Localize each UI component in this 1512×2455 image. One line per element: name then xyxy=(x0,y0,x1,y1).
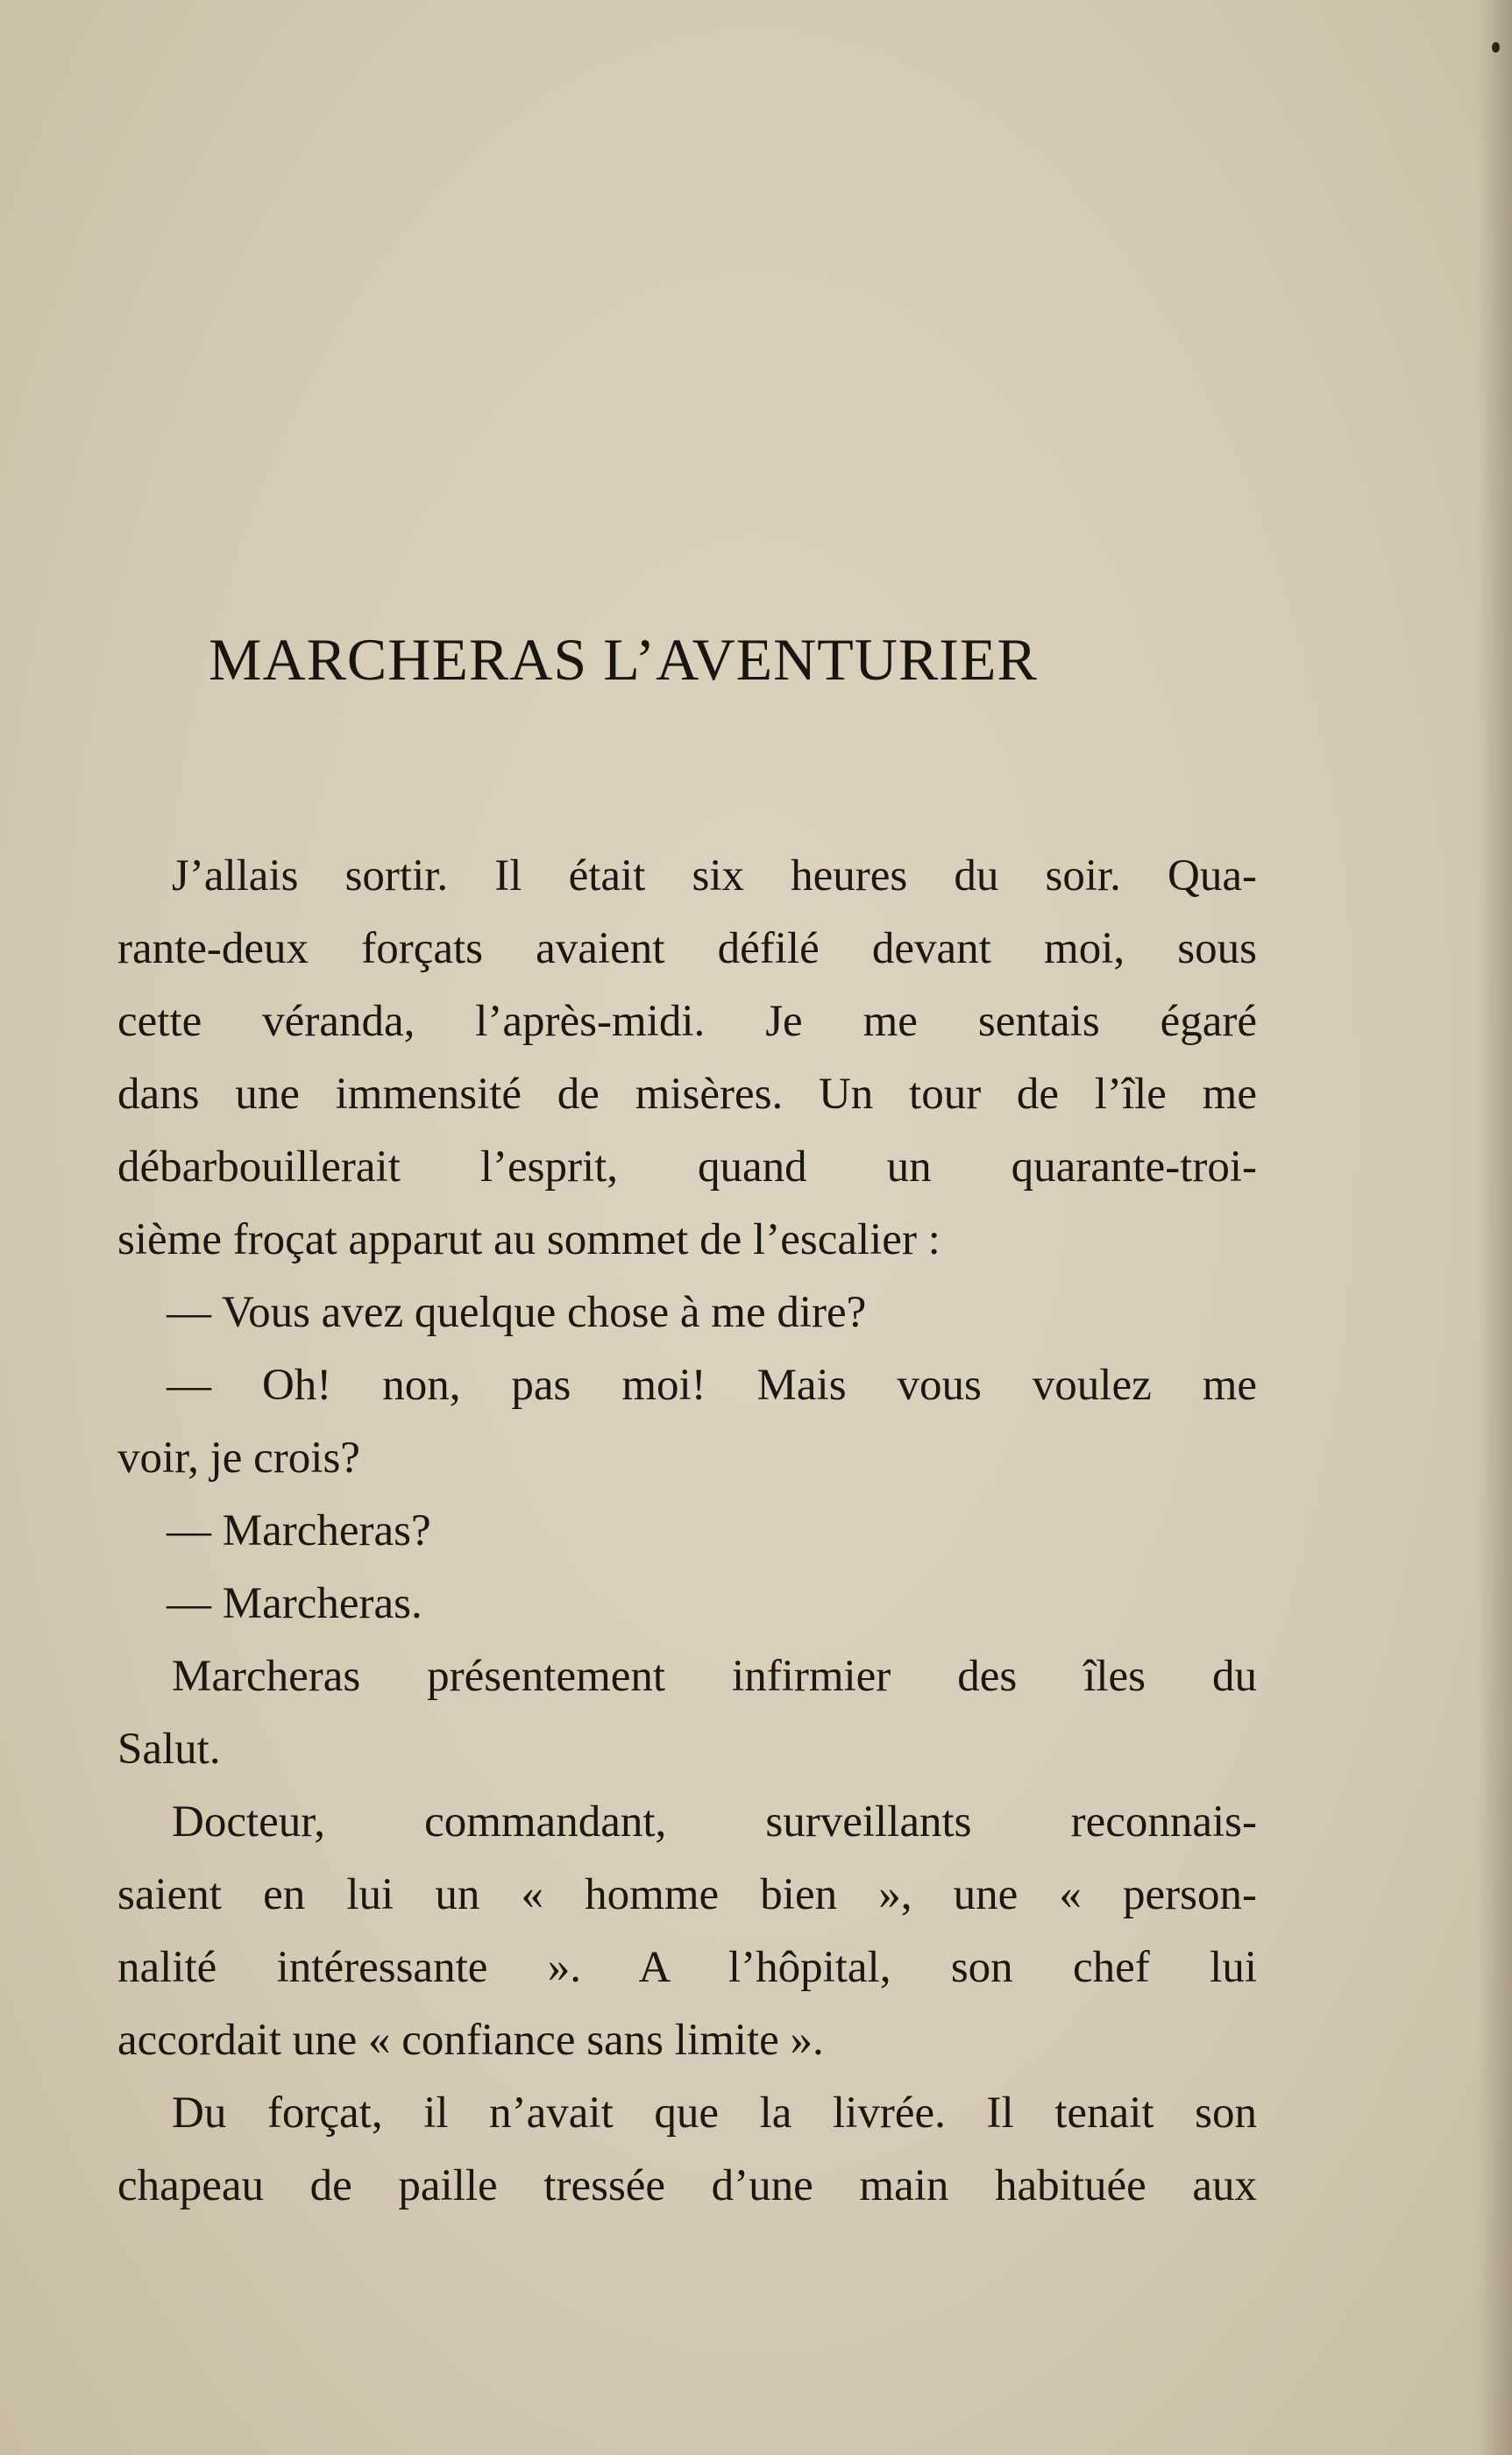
text-line: voir, je crois? xyxy=(117,1434,360,1483)
text-line: nalité intéressante ». A l’hôpital, son chef lui xyxy=(117,1943,1257,1992)
text-line: Salut. xyxy=(117,1725,221,1774)
dialogue-line: — Marcheras. xyxy=(167,1579,422,1628)
dialogue-line: — Oh! non, pas moi! Mais vous voulez me xyxy=(167,1361,1257,1410)
ink-speck xyxy=(1492,42,1500,53)
dialogue-line: — Marcheras? xyxy=(167,1506,431,1555)
text-line: accordait une « confiance sans limite ». xyxy=(117,2016,824,2065)
text-line: cette véranda, l’après-midi. Je me sentais égaré xyxy=(117,997,1257,1046)
text-line: débarbouillerait l’esprit, quand un quarante-troi- xyxy=(117,1142,1257,1192)
text-line: rante-deux forçats avaient défilé devant moi, sous xyxy=(117,924,1257,973)
text-line: Marcheras présentement infirmier des îles du xyxy=(172,1652,1257,1701)
chapter-title: MARCHERAS L’AVENTURIER xyxy=(209,626,1038,693)
text-line: saient en lui un « homme bien », une « person- xyxy=(117,1870,1257,1919)
text-line: Du forçat, il n’avait que la livrée. Il tenait son xyxy=(172,2089,1257,2138)
text-line: Docteur, commandant, surveillants reconnais- xyxy=(172,1797,1257,1847)
text-line: dans une immensité de misères. Un tour de l’île me xyxy=(117,1070,1257,1119)
text-line: sième froçat apparut au sommet de l’escalier : xyxy=(117,1215,941,1264)
dialogue-line: — Vous avez quelque chose à me dire? xyxy=(167,1288,867,1337)
text-line: J’allais sortir. Il était six heures du soir. Qua- xyxy=(172,851,1257,900)
text-line: chapeau de paille tressée d’une main habituée aux xyxy=(117,2161,1257,2210)
page-edge-shadow xyxy=(1477,0,1512,2455)
body-text xyxy=(117,840,1257,2223)
